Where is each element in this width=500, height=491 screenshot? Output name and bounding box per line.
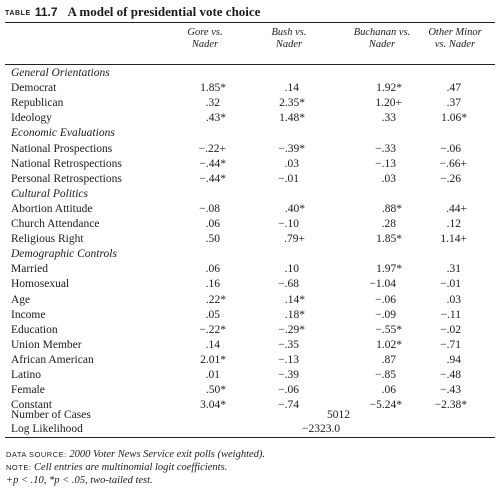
table-cell: .03: [284, 157, 299, 170]
table-cell: −.33: [375, 142, 396, 155]
table-cell: 1.97*: [376, 263, 402, 276]
table-label: TABLE: [5, 10, 31, 17]
table-cell: .05: [205, 308, 220, 321]
table-cell: −.35: [278, 338, 299, 351]
row-label: African American: [11, 353, 94, 366]
table-cell: 1.02*: [376, 338, 402, 351]
section-heading: [0, 67, 500, 82]
table-cell: .43*: [205, 112, 226, 125]
column-header-line2: Nader: [368, 39, 396, 50]
row-label: Education: [11, 323, 58, 336]
table-notes: [6, 448, 265, 487]
table-cell: −2.38*: [434, 399, 467, 412]
section-label: Cultural Politics: [11, 187, 88, 200]
table-row: [0, 278, 500, 293]
table-cell: .14*: [284, 293, 305, 306]
table-cell: −.74: [278, 399, 299, 412]
table-cell: −.71: [440, 338, 461, 351]
table-cell: .18*: [284, 308, 305, 321]
table-cell: −.13: [278, 353, 299, 366]
row-label: Church Attendance: [11, 218, 100, 230]
table-cell: .28: [381, 218, 396, 230]
table-cell: .31: [446, 263, 461, 276]
row-label: Income: [11, 308, 46, 321]
table-row: [0, 97, 500, 112]
table-row: [0, 339, 500, 354]
row-label: Constant: [11, 399, 52, 412]
table-cell: 2.01*: [200, 353, 226, 366]
stat-value: 5012: [327, 409, 350, 421]
table-cell: .79+: [284, 233, 305, 246]
section-label: Economic Evaluations: [11, 127, 115, 140]
table-row: [0, 82, 500, 97]
table-cell: .94: [446, 353, 461, 366]
row-label: Homosexual: [11, 278, 70, 291]
table-row: [0, 218, 500, 233]
table-row: [0, 112, 500, 127]
table-cell: 1.48*: [279, 112, 305, 125]
section-heading: [0, 248, 500, 263]
data-source-text: 2000 Voter News Service exit polls (weighted).: [69, 449, 266, 460]
table-row: [0, 263, 500, 278]
table-cell: .03: [381, 172, 396, 185]
stat-label: Log Likelihood: [11, 423, 83, 435]
table-cell: 1.92*: [376, 82, 402, 95]
table-cell: 1.06*: [441, 112, 467, 125]
table-cell: −.10: [278, 218, 299, 230]
table-cell: −.22*: [199, 323, 226, 336]
row-label: Democrat: [11, 82, 57, 95]
table-cell: .14: [284, 82, 299, 95]
table-cell: −.06: [440, 142, 461, 155]
table-cell: .50: [205, 233, 220, 246]
stat-value: −2323.0: [302, 423, 341, 435]
column-header-line2: vs. Nader: [434, 39, 476, 50]
table-cell: .01: [205, 369, 220, 381]
column-header-line1: Buchanan vs.: [353, 27, 411, 38]
column-header-line2: Nader: [275, 39, 303, 50]
table-cell: 1.20+: [375, 97, 402, 110]
data-source-note: [6, 448, 265, 461]
table-cell: −.66+: [439, 157, 467, 170]
table-cell: .47: [446, 82, 461, 95]
table-cell: −.11: [440, 308, 461, 321]
table-cell: −5.24*: [369, 399, 402, 412]
column-header: [165, 27, 245, 51]
column-header: [342, 27, 422, 51]
header-rule: [5, 64, 495, 65]
table-cell: .12: [446, 218, 461, 230]
row-label: National Prospections: [11, 142, 113, 155]
top-rule: [5, 22, 495, 23]
column-header-line1: Other Minor: [428, 27, 482, 38]
row-label: Personal Retrospections: [11, 172, 122, 185]
table-cell: −.44*: [199, 172, 226, 185]
table-cell: −.02: [440, 323, 461, 336]
table-cell: −.55*: [375, 323, 402, 336]
note-line: [6, 461, 265, 474]
column-header: [415, 27, 495, 51]
table-cell: .06: [205, 218, 220, 230]
table-cell: .03: [446, 293, 461, 306]
table-cell: .44+: [446, 202, 467, 215]
table-cell: .16: [205, 278, 220, 291]
table-cell: −.26: [440, 172, 461, 185]
table-row: [0, 158, 500, 173]
row-label: Ideology: [11, 112, 52, 125]
table-cell: .33: [381, 112, 396, 125]
significance-note: +p < .10, *p < .05, two-tailed test.: [6, 475, 153, 486]
table-cell: .88*: [381, 202, 402, 215]
column-header-line2: Nader: [191, 39, 219, 50]
table-cell: .40*: [284, 202, 305, 215]
table-cell: −.06: [375, 293, 396, 306]
row-label: Latino: [11, 369, 42, 381]
table-row: [0, 203, 500, 218]
table-row: [0, 354, 500, 369]
table-cell: −.29*: [278, 323, 305, 336]
table-title: [5, 3, 260, 21]
section-heading: [0, 188, 500, 203]
table-row: [0, 233, 500, 248]
table-row: [0, 369, 500, 384]
row-label: Republican: [11, 97, 64, 110]
table-row: [0, 309, 500, 324]
row-label: Religious Right: [11, 233, 84, 246]
table-cell: .87: [381, 353, 396, 366]
table-cell: 1.85*: [200, 82, 226, 95]
section-label: General Orientations: [11, 67, 110, 79]
table-cell: 3.04*: [200, 399, 226, 412]
column-header-line1: Gore vs.: [187, 27, 223, 38]
table-number: 11.7: [34, 5, 58, 19]
section-label: Demographic Controls: [11, 248, 117, 261]
row-label: National Retrospections: [11, 157, 122, 170]
table-cell: 1.14+: [440, 233, 467, 246]
section-heading: [0, 127, 500, 142]
row-label: Married: [11, 263, 49, 276]
table-row: [0, 294, 500, 309]
table-cell: −.06: [278, 384, 299, 397]
table-cell: .50*: [205, 384, 226, 397]
row-label: Abortion Attitude: [11, 202, 93, 215]
table-cell: −.43: [440, 384, 461, 397]
stat-label: Number of Cases: [11, 409, 91, 421]
data-source-key: DATA SOURCE:: [6, 450, 67, 459]
table-cell: .10: [284, 263, 299, 276]
table-cell: −.22+: [198, 142, 226, 155]
row-label: Age: [11, 293, 31, 306]
table-row: [0, 143, 500, 158]
note-text: Cell entries are multinomial logit coefficients.: [34, 462, 228, 473]
table-cell: −.39*: [278, 142, 305, 155]
table-cell: .06: [205, 263, 220, 276]
row-label: Female: [11, 384, 45, 397]
table-cell: −.01: [278, 172, 299, 185]
table-cell: −.09: [375, 308, 396, 321]
table-cell: 2.35*: [279, 97, 305, 110]
table-cell: −.39: [278, 369, 299, 381]
table-cell: −.08: [199, 202, 220, 215]
table-cell: .22*: [205, 293, 226, 306]
column-header-line1: Bush vs.: [271, 27, 307, 38]
table-cell: −.44*: [199, 157, 226, 170]
table-cell: .32: [205, 97, 220, 110]
table-row: [0, 384, 500, 399]
note-key: NOTE:: [6, 463, 32, 472]
table-cell: 1.85*: [376, 233, 402, 246]
bottom-rule: [5, 437, 495, 438]
table-cell: −.01: [440, 278, 461, 291]
table-cell: .06: [381, 384, 396, 397]
table-row: [0, 173, 500, 188]
table-caption: A model of presidential vote choice: [67, 4, 261, 19]
column-header: [249, 27, 329, 51]
table-row: [0, 324, 500, 339]
table-cell: .37: [446, 97, 461, 110]
table-cell: −.48: [440, 369, 461, 381]
table-cell: −.68: [278, 278, 299, 291]
table-cell: .14: [205, 338, 220, 351]
row-label: Union Member: [11, 338, 82, 351]
table-cell: −.85: [375, 369, 396, 381]
table-cell: −1.04: [369, 278, 396, 291]
table-cell: −.13: [375, 157, 396, 170]
